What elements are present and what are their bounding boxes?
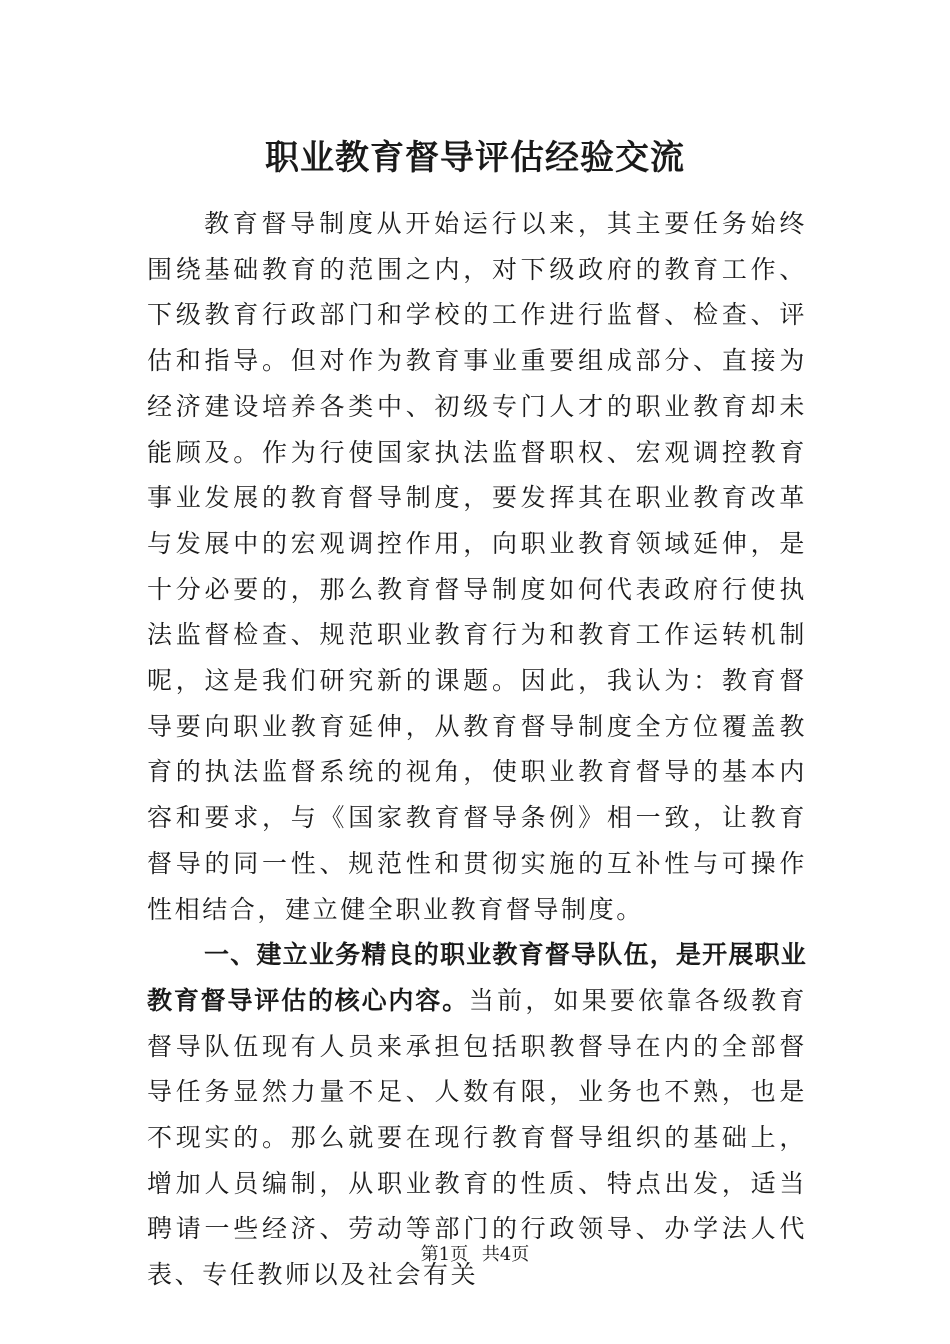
page-number-total: 共4页: [481, 1244, 530, 1265]
section-1-body: 当前，如果要依靠各级教育督导队伍现有人员来承担包括职教督导在内的全部督导任务显然力量不足、人数有限，业务也不熟，也是不现实的。那么就要在现行教育督导组织的基础上，增加人员编制，从职业教育的性质、特点出发，适当聘请一些经济、劳动等部门的行政领导、办学法人代表、专任教师以及社会有关: [147, 985, 808, 1290]
document-title: 职业教育督导评估经验交流: [265, 138, 685, 178]
section-1-heading: 一、建立业务精良的职业教育督导队伍，是开展职业教育督导评估的核心内容。: [147, 940, 807, 1015]
document-body: [147, 201, 807, 1298]
page-footer: [0, 1240, 950, 1270]
paragraph-intro: 教育督导制度从开始运行以来，其主要任务始终围绕基础教育的范围之内，对下级政府的教育工作、下级教育行政部门和学校的工作进行监督、检查、评估和指导。但对作为教育事业重要组成部分、直接为经济建设培养各类中、初级专门人才的职业教育却未能顾及。作为行使国家执法监督职权、宏观调控教育事业发展的教育督导制度，要发挥其在职业教育改革与发展中的宏观调控作用，向职业教育领域延伸，是十分必要的，那么教育督导制度如何代表政府行使执法监督检查、规范职业教育行为和教育工作运转机制呢，这是我们研究新的课题。因此，我认为：教育督导要向职业教育延伸，从教育督导制度全方位覆盖教育的执法监督系统的视角，使职业教育督导的基本内容和要求，与《国家教育督导条例》相一致，让教育督导的同一性、规范性和贯彻实施的互补性与可操作性相结合，建立健全职业教育督导制度。: [147, 209, 807, 924]
page-number-current: 第1页: [420, 1244, 469, 1265]
